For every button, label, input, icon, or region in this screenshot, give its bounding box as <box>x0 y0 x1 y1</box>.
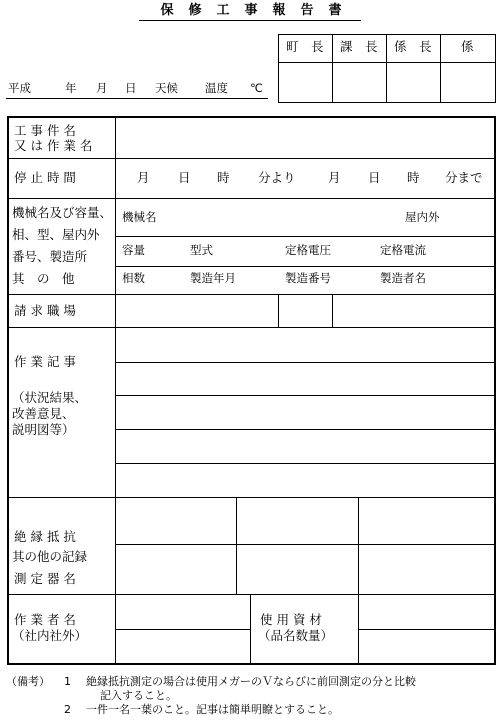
machine-label-3: 番号、製造所 <box>12 249 88 264</box>
stop-time-to-hour: 時 <box>407 170 420 185</box>
work-name-field[interactable] <box>117 118 493 157</box>
approval-header-mayor: 町 長 <box>286 39 324 54</box>
year-label: 年 <box>65 81 77 95</box>
work-name-label-2: 又 は 作 業 名 <box>14 138 93 153</box>
stop-time-from-day: 日 <box>178 170 191 185</box>
indoor-outdoor-label: 屋内外 <box>405 210 440 224</box>
temperature-label: 温度 <box>205 81 228 95</box>
stop-time-label: 停 止 時 間 <box>14 170 76 185</box>
stop-time-to-day: 日 <box>368 170 381 185</box>
note-2-text: 一件一名一葉のこと。記事は簡単明瞭とすること。 <box>86 703 339 716</box>
work-record-sub-3: 説明図等） <box>12 422 75 437</box>
worker-label-1: 作 業 者 名 <box>14 612 76 627</box>
requesting-site-label: 請 求 職 場 <box>14 303 76 318</box>
insulation-label-2: 其の他の記録 <box>12 549 88 564</box>
stop-time-to-month: 月 <box>328 170 341 185</box>
work-record-field[interactable] <box>117 329 493 496</box>
temperature-unit: ℃ <box>250 81 263 95</box>
date-underline <box>6 98 268 99</box>
form-title: 保 修 工 事 報 告 書 <box>160 3 343 18</box>
stop-time-from-month: 月 <box>137 170 150 185</box>
month-label: 月 <box>96 81 108 95</box>
phase-label: 相数 <box>122 271 145 285</box>
era-label: 平成 <box>8 81 31 95</box>
title-underline <box>139 20 361 21</box>
note-1-number: 1 <box>64 675 71 688</box>
model-label: 型式 <box>190 243 213 257</box>
requesting-site-field[interactable] <box>117 296 277 326</box>
materials-label-2: （品名数量） <box>258 628 334 643</box>
manufacturer-label: 製造者名 <box>380 271 426 285</box>
approval-header-subsection-chief: 係 長 <box>394 39 432 54</box>
serial-number-label: 製造番号 <box>285 271 331 285</box>
rated-current-label: 定格電流 <box>380 243 426 257</box>
stop-time-from-minute: 分より <box>258 170 296 185</box>
approval-header-staff: 係 <box>461 39 474 54</box>
machine-name-label: 機械名 <box>122 210 157 224</box>
work-record-sub-1: （状況結果、 <box>12 390 88 405</box>
machine-label-4: 其 の 他 <box>12 271 75 286</box>
approval-header-section-chief: 課 長 <box>340 39 378 54</box>
note-1-text: 絶縁抵抗測定の場合は使用メガーのＶならびに前回測定の分と比較 <box>86 675 416 688</box>
machine-label-1: 機械名及び容量、 <box>12 205 113 220</box>
manufacture-date-label: 製造年月 <box>190 271 236 285</box>
materials-label-1: 使 用 資 材 <box>260 612 322 627</box>
work-name-label-1: 工 事 件 名 <box>14 123 76 138</box>
insulation-label-1: 絶 縁 抵 抗 <box>14 529 76 544</box>
weather-label: 天候 <box>155 81 178 95</box>
capacity-label: 容量 <box>122 243 145 257</box>
notes-prefix: （備考） <box>6 675 50 688</box>
day-label: 日 <box>125 81 137 95</box>
worker-label-2: （社内社外） <box>12 628 88 643</box>
work-record-label: 作 業 記 事 <box>14 354 76 369</box>
rated-voltage-label: 定格電圧 <box>285 243 331 257</box>
note-2-number: 2 <box>64 703 71 716</box>
stop-time-from-hour: 時 <box>217 170 230 185</box>
stop-time-to-minute: 分まで <box>445 170 483 185</box>
note-1-text-cont: 記入すること。 <box>100 689 177 702</box>
insulation-label-3: 測 定 器 名 <box>14 571 76 586</box>
work-record-sub-2: 改善意見、 <box>12 406 75 421</box>
machine-label-2: 相、型、屋内外 <box>12 227 100 242</box>
